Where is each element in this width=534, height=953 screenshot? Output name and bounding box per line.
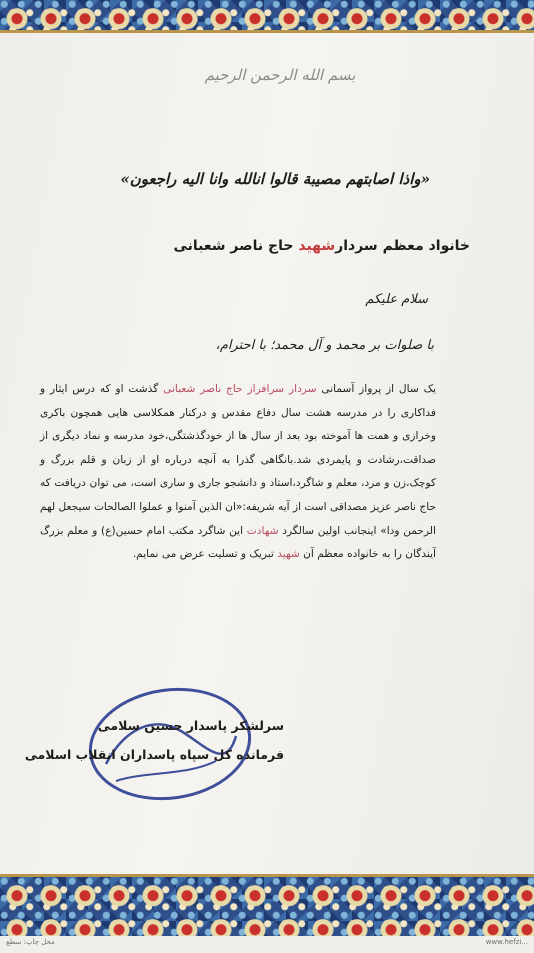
signature-stamp [86,686,254,806]
signatory-name: سرلشکر پاسدار حسین سلامی [97,718,284,733]
addressee-line [80,238,470,254]
addressee-highlight: شهید [298,238,336,254]
body-highlight: شهید [277,548,300,561]
salutation: با صلوات بر محمد و آل محمد؛ با احترام، [215,338,434,353]
footer-strip [0,936,534,953]
greeting: سلام علیکم [365,292,428,307]
footer-website: www.hefzi... [485,938,528,946]
body-highlight: سردار سرافراز حاج ناصر شعبانی [163,383,317,395]
addressee-suffix: حاج ناصر شعبانی [173,238,294,254]
addressee-prefix: خانواد معظم سردار [335,238,470,254]
decorative-top-border [0,0,534,33]
decorative-bottom-border [0,874,534,939]
letter-body [40,378,436,567]
stamp-ellipse [86,686,254,806]
footer-print-note: محل چاپ: سطع [6,938,55,946]
body-segment: یک سال از پرواز آسمانی [316,383,437,395]
quran-verse: «واذا اصابتهم مصیبة قالوا انالله وانا الیه راجعون» [120,170,430,188]
body-segment: این شاگرد مکتب امام حسین(ع) و معلم بزرگ آیندگان را به خانواده معظم آن [40,524,436,561]
basmala: بسم الله الرحمن الرحیم [204,66,356,84]
body-highlight: شهادت [246,524,279,537]
signatory-title: فرمانده کل سپاه پاسداران انقلاب اسلامی [24,747,284,762]
signature-stroke-2 [116,761,216,781]
body-segment: تبریک و تسلیت عرض می نمایم. [132,548,278,561]
body-segment: گذشت او که درس ایثار و فداکاری را در مدرسه هشت سال دفاع مقدس و درکنار همکلاسی هایی همچون باکری وخرازی و همت ها آموخته بود بعد از سال ها از خودگذشتگی،خود مدرسه و نماد دیگری از صداقت،رشادت و پایمردی شد.بانگاهی گذرا به آنچه درباره او از زبان و قلم بزرگ و کوچک،زن و مرد، معلم و شاگرد،استاد و دانشجو جاری و ساری است، می توان دریافت که حاج ناصر عزیز مصداقی است از آیه شریفه:«ان الذین آمنوا و عملوا الصالحات سیجعل لهم الرحمن ودا» اینجانب اولین سالگرد [40,383,436,537]
